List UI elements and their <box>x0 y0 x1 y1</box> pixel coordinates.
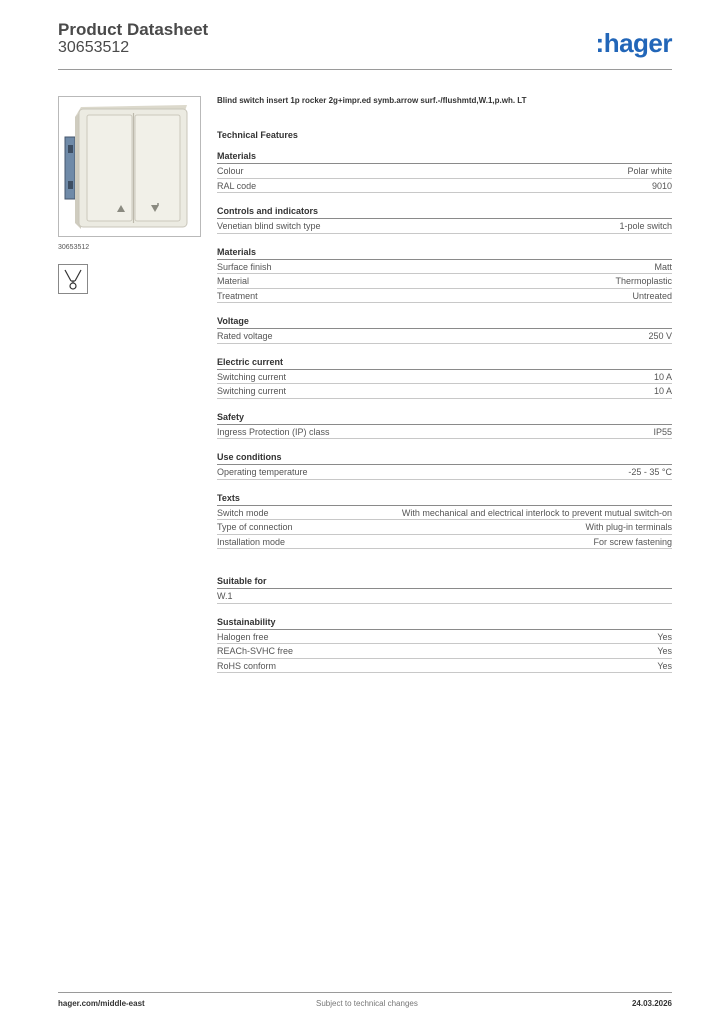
section-title: Texts <box>217 492 672 506</box>
row-value: 10 A <box>653 371 672 382</box>
row-value: For screw fastening <box>593 536 672 547</box>
row-label: RoHS conform <box>217 660 277 671</box>
section-safety <box>217 411 672 440</box>
table-row <box>217 589 672 604</box>
hager-logo: :hager <box>595 28 672 58</box>
switch-symbol-icon <box>58 264 88 294</box>
section-use-conditions <box>217 451 672 480</box>
row-label: Rated voltage <box>217 331 273 341</box>
row-value: 10 A <box>653 386 672 396</box>
table-row <box>217 465 672 480</box>
section-texts <box>217 492 672 550</box>
section-title: Suitable for <box>217 575 672 589</box>
blind-switch-illustration <box>59 97 200 236</box>
section-title: Electric current <box>217 356 672 370</box>
section-electric-current <box>217 356 672 399</box>
section-suitable-for <box>217 575 672 604</box>
footer-date: 24.03.2026 <box>631 999 672 1008</box>
table-row <box>217 630 672 645</box>
table-row <box>217 219 672 234</box>
row-label: REACh-SVHC free <box>217 646 294 656</box>
row-value: Matt <box>654 261 672 272</box>
row-value: Polar white <box>627 166 672 176</box>
table-row <box>217 370 672 385</box>
footer-notice: Subject to technical changes <box>316 999 418 1008</box>
row-value: With plug-in terminals <box>585 522 672 532</box>
table-row <box>217 520 672 535</box>
section-sustainability <box>217 616 672 674</box>
table-row <box>217 644 672 659</box>
table-row <box>217 384 672 399</box>
row-label: Surface finish <box>217 261 272 272</box>
row-label: Operating temperature <box>217 467 308 477</box>
row-label: Halogen free <box>217 631 269 642</box>
row-label: Treatment <box>217 290 258 301</box>
section-materials-2 <box>217 246 672 304</box>
table-row <box>217 179 672 194</box>
product-image <box>58 96 201 237</box>
header-divider <box>58 69 672 70</box>
row-value: With mechanical and electrical interlock to prevent mutual switch-on <box>401 507 672 518</box>
section-materials <box>217 150 672 193</box>
table-row <box>217 260 672 275</box>
row-label: Venetian blind switch type <box>217 221 321 231</box>
table-row <box>217 289 672 304</box>
page-header <box>58 20 672 70</box>
product-description: Blind switch insert 1p rocker 2g+impr.ed symb.arrow surf.-/flushmtd,W.1,p.wh. LT <box>217 96 527 105</box>
section-title: Voltage <box>217 315 672 329</box>
section-title: Materials <box>217 150 672 164</box>
row-value: 9010 <box>651 180 672 191</box>
row-value: -25 - 35 °C <box>628 467 672 477</box>
section-title: Use conditions <box>217 451 672 465</box>
technical-features-title: Technical Features <box>217 130 298 140</box>
product-number: 30653512 <box>58 39 130 56</box>
section-controls-indicators <box>217 205 672 234</box>
table-row <box>217 506 672 521</box>
row-label: Switching current <box>217 386 287 396</box>
section-voltage <box>217 315 672 344</box>
row-value: 1-pole switch <box>619 221 672 231</box>
row-label: Colour <box>217 166 244 176</box>
row-label: Ingress Protection (IP) class <box>217 426 330 437</box>
page-footer <box>58 999 672 1011</box>
table-row <box>217 659 672 674</box>
section-title: Materials <box>217 246 672 260</box>
section-title: Sustainability <box>217 616 672 630</box>
image-caption: 30653512 <box>58 244 90 251</box>
row-label: W.1 <box>217 591 233 601</box>
row-value: Untreated <box>632 290 672 301</box>
row-label: Material <box>217 276 250 286</box>
row-label: Switch mode <box>217 507 269 518</box>
row-value: Yes <box>657 646 672 656</box>
page-title: Product Datasheet <box>58 20 209 39</box>
row-label: Switching current <box>217 371 287 382</box>
row-value: Yes <box>657 660 672 671</box>
row-value: Yes <box>657 631 672 642</box>
row-label: Installation mode <box>217 536 286 547</box>
section-title: Safety <box>217 411 672 425</box>
row-label: Type of connection <box>217 522 293 532</box>
row-value: Thermoplastic <box>615 276 672 286</box>
footer-divider <box>58 992 672 993</box>
footer-website-link[interactable]: hager.com/middle-east <box>58 999 145 1008</box>
row-value: IP55 <box>653 426 672 437</box>
table-row <box>217 274 672 289</box>
section-title: Controls and indicators <box>217 205 672 219</box>
table-row <box>217 425 672 440</box>
table-row <box>217 329 672 344</box>
row-label: RAL code <box>217 180 257 191</box>
table-row <box>217 164 672 179</box>
row-value: 250 V <box>648 331 672 341</box>
technical-content <box>217 96 672 673</box>
table-row <box>217 535 672 550</box>
